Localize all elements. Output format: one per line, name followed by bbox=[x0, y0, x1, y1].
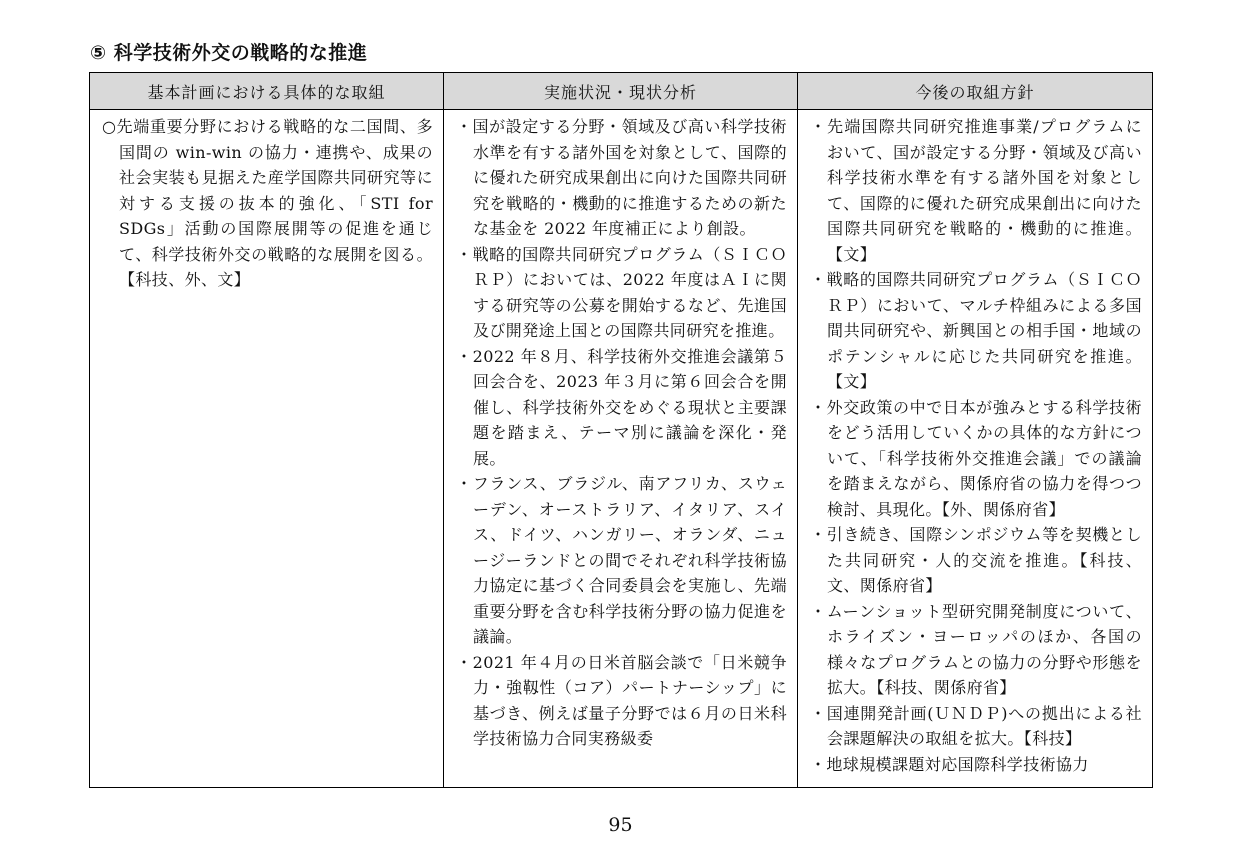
header-plan-initiatives: 基本計画における具体的な取組 bbox=[90, 73, 444, 110]
table-header-row bbox=[90, 73, 1153, 110]
list-item: ・外交政策の中で日本が強みとする科学技術をどう活用していくかの具体的な方針について、「科学技術外交推進会議」での議論を踏まえながら、関係府省の協力を得つつ検討、具現化。【外、関係府省】 bbox=[810, 397, 1142, 519]
section-title: ⑤ 科学技術外交の戦略的な推進 bbox=[90, 42, 368, 64]
list-item: ・地球規模課題対応国際科学技術協力 bbox=[810, 754, 1089, 774]
list-item: ○先端重要分野における戦略的な二国間、多国間の win-win の協力・連携や、成果の社会実装も見据えた産学国際共同研究等に対する支援の抜本的強化、「STI for SDGs」活動の国際展開等の促進を通じて、科学技術外交の戦略的な展開を図る。【科技、外、文】 bbox=[102, 117, 433, 289]
header-implementation-status: 実施状況・現状分析 bbox=[444, 73, 798, 110]
page-number: 95 bbox=[608, 814, 633, 836]
list-item: ・国が設定する分野・領域及び高い科学技術水準を有する諸外国を対象として、国際的に優れた研究成果創出に向けた国際共同研究を戦略的・機動的に推進するための新たな基金を 2022 年度補正により創設。 bbox=[456, 117, 787, 238]
plan-initiatives-cell bbox=[90, 110, 444, 788]
header-future-policy: 今後の取組方針 bbox=[798, 73, 1153, 110]
list-item: ・2021 年４月の日米首脳会談で「日米競争力・強靱性（コア）パートナーシップ」に基づき、例えば量子分野では６月の日米科学技術協力合同実務級委 bbox=[456, 652, 787, 748]
implementation-status-cell bbox=[444, 110, 798, 788]
list-item: ・国連開発計画(ＵＮＤＰ)への拠出による社会課題解決の取組を拡大。【科技】 bbox=[810, 703, 1142, 748]
list-item: ・ムーンショット型研究開発制度について、ホライズン・ヨーロッパのほか、各国の様々なプログラムとの協力の分野や形態を拡大。【科技、関係府省】 bbox=[810, 601, 1142, 697]
list-item: ・戦略的国際共同研究プログラム（ＳＩＣＯＲＰ）において、マルチ枠組みによる多国間共同研究や、新興国との相手国・地域のポテンシャルに応じた共同研究を推進。【文】 bbox=[810, 270, 1142, 391]
list-item: ・フランス、ブラジル、南アフリカ、スウェーデン、オーストラリア、イタリア、スイス、ドイツ、ハンガリー、オランダ、ニュージーランドとの間でそれぞれ科学技術協力協定に基づく合同委員会を実施し、先端重要分野を含む科学技術分野の協力促進を議論。 bbox=[456, 474, 787, 646]
policy-table bbox=[89, 72, 1153, 788]
list-item: ・引き続き、国際シンポジウム等を契機とした共同研究・人的交流を推進。【科技、文、関係府省】 bbox=[810, 525, 1142, 595]
table-row bbox=[90, 110, 1153, 788]
list-item: ・2022 年８月、科学技術外交推進会議第５回会合を、2023 年３月に第６回会合を開催し、科学技術外交をめぐる現状と主要課題を踏まえ、テーマ別に議論を深化・発展。 bbox=[456, 346, 787, 468]
list-item: ・先端国際共同研究推進事業/プログラムにおいて、国が設定する分野・領域及び高い科学技術水準を有する諸外国を対象として、国際的に優れた研究成果創出に向けた国際共同研究を戦略的・機動的に推進。【文】 bbox=[810, 117, 1142, 264]
list-item: ・戦略的国際共同研究プログラム（ＳＩＣＯＲＰ）においては、2022 年度はＡＩに関する研究等の公募を開始するなど、先進国及び開発途上国との国際共同研究を推進。 bbox=[456, 244, 787, 340]
future-policy-cell bbox=[798, 110, 1153, 788]
